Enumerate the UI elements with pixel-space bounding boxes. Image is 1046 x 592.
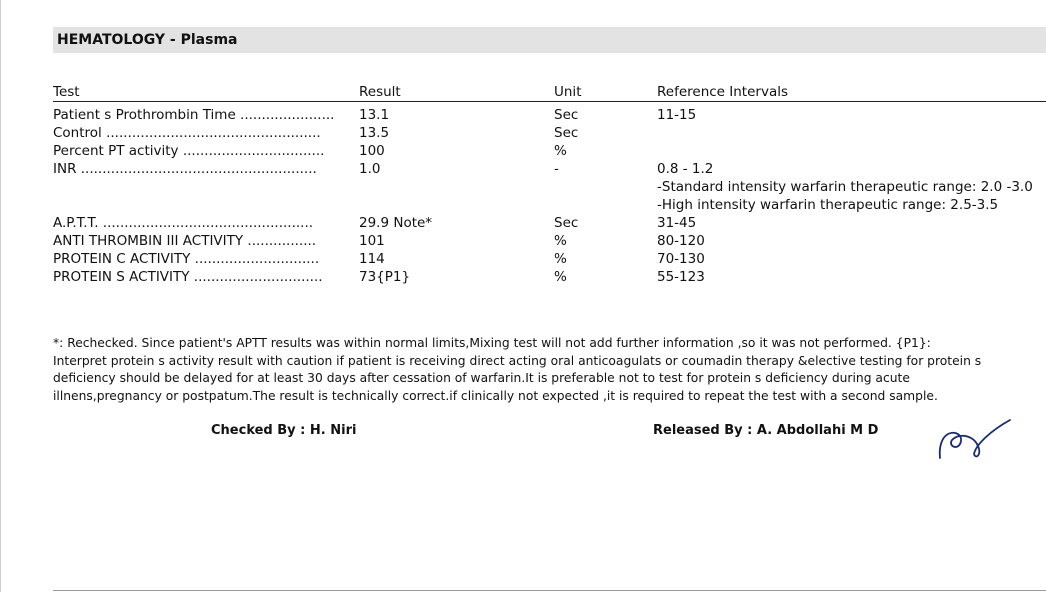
table-row (53, 268, 1046, 286)
test-unit: Sec (554, 107, 579, 123)
reference-line: 31-45 (657, 215, 697, 231)
table-header (53, 84, 1046, 102)
reference-line: -Standard intensity warfarin therapeutic range: 2.0 -3.0 (657, 179, 1033, 195)
signature-image (930, 410, 1015, 465)
footnote-line: Interpret protein s activity result with caution if patient is receiving direct acting oral anticoagulats or coumadin therapy &elective testing for protein s (53, 353, 982, 368)
reference-interval (657, 106, 696, 124)
reference-line: 70-130 (657, 251, 705, 267)
test-name: Patient s Prothrombin Time ...................... (53, 107, 335, 123)
reference-line: -High intensity warfarin therapeutic range: 2.5-3.5 (657, 197, 999, 213)
table-body (53, 106, 1046, 286)
footnote-line: *: Rechecked. Since patient's APTT results was within normal limits,Mixing test will not add further information ,so it was not performed. {P1}: (53, 336, 931, 350)
table-row (53, 214, 1046, 232)
test-result: 13.5 (359, 125, 390, 141)
reference-line: 11-15 (657, 107, 697, 123)
test-result: 29.9 Note* (359, 215, 433, 231)
header-test: Test (53, 84, 80, 100)
header-result: Result (359, 84, 401, 100)
reference-line: 0.8 - 1.2 (657, 161, 714, 177)
reference-interval (657, 160, 1033, 214)
footnote-line: deficiency should be delayed for at least 30 days after cessation of warfarin.It is preferable not to test for protein s deficiency during acute (53, 371, 910, 385)
test-result: 114 (359, 251, 385, 267)
released-by: Released By : A. Abdollahi M D (653, 423, 879, 438)
footnote-line: illnens,pregnancy or postpatum.The result is technically correct.if clinically not expected ,it is required to repeat the test with a second sample. (53, 388, 938, 403)
table-row (53, 232, 1046, 250)
test-name: Percent PT activity ................................. (53, 143, 325, 159)
page-border (0, 0, 1, 592)
test-result: 13.1 (359, 107, 390, 123)
header-reference-intervals: Reference Intervals (657, 84, 789, 100)
table-row (53, 106, 1046, 124)
test-unit: % (554, 269, 567, 285)
section-header (53, 27, 1046, 53)
test-unit: % (554, 251, 567, 267)
table-row (53, 160, 1046, 214)
header-unit: Unit (554, 84, 582, 100)
reference-interval (657, 250, 705, 268)
footer-divider (53, 590, 1046, 591)
test-name: ANTI THROMBIN III ACTIVITY ................ (53, 233, 317, 249)
test-unit: % (554, 233, 567, 249)
test-name: Control .................................................. (53, 125, 321, 141)
reference-interval (657, 232, 705, 250)
test-name: A.P.T.T. ................................................. (53, 215, 314, 231)
reference-interval (657, 268, 705, 286)
table-row (53, 250, 1046, 268)
test-result: 73{P1} (359, 269, 411, 285)
section-title: HEMATOLOGY - Plasma (57, 32, 238, 48)
test-name: INR ....................................................... (53, 161, 317, 177)
table-row (53, 124, 1046, 142)
test-unit: % (554, 143, 567, 159)
reference-line: 80-120 (657, 233, 705, 249)
test-unit: Sec (554, 125, 579, 141)
test-result: 100 (359, 143, 385, 159)
footnote (53, 335, 1046, 405)
test-unit: - (554, 161, 559, 177)
test-name: PROTEIN S ACTIVITY .............................. (53, 269, 323, 285)
test-result: 1.0 (359, 161, 381, 177)
reference-line: 55-123 (657, 269, 705, 285)
reference-interval (657, 214, 696, 232)
table-row (53, 142, 1046, 160)
test-result: 101 (359, 233, 385, 249)
test-name: PROTEIN C ACTIVITY ............................. (53, 251, 320, 267)
test-unit: Sec (554, 215, 579, 231)
checked-by: Checked By : H. Niri (211, 423, 357, 438)
results-table (53, 84, 1046, 286)
